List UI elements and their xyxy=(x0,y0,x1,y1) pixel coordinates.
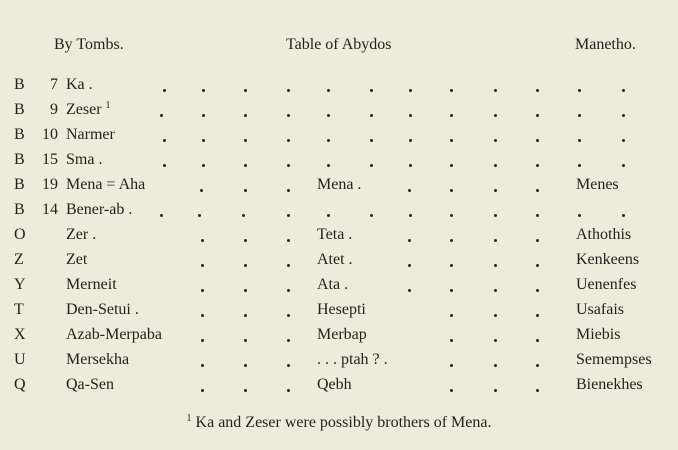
manetho-name: Kenkeens xyxy=(576,251,640,268)
table-row xyxy=(0,176,678,201)
tomb-letter: B xyxy=(14,101,25,118)
tomb-letter: B xyxy=(14,176,25,193)
tomb-letter: X xyxy=(14,326,26,343)
table-row xyxy=(0,226,678,251)
tomb-number: 7 xyxy=(50,76,58,93)
tomb-letter: U xyxy=(14,351,26,368)
abydos-name: Mena . xyxy=(317,176,362,193)
abydos-name: Qebh xyxy=(317,376,352,393)
tomb-letter: Z xyxy=(14,251,24,268)
king-name: Den-Setui xyxy=(66,301,131,318)
king-name-cell xyxy=(66,301,139,319)
king-name-cell xyxy=(66,351,129,369)
king-name-cell xyxy=(66,276,117,294)
tomb-number: 15 xyxy=(42,151,58,168)
table-row xyxy=(0,126,678,151)
name-suffix: . xyxy=(130,301,139,318)
tomb-number: 9 xyxy=(50,101,58,118)
king-name: Qa-Sen xyxy=(66,376,114,393)
header-table-of-abydos: Table of Abydos xyxy=(286,36,392,53)
table-row xyxy=(0,376,678,401)
king-name-cell xyxy=(66,151,102,169)
footnote-text: Ka and Zeser were possibly brothers of Mena. xyxy=(191,414,492,431)
abydos-name: Teta . xyxy=(317,226,353,243)
name-suffix: . xyxy=(88,226,97,243)
tomb-letter: Q xyxy=(14,376,26,393)
table-row xyxy=(0,326,678,351)
king-name: Azab-Merpaba xyxy=(66,326,162,343)
king-name-cell xyxy=(66,76,93,94)
king-name: Narmer xyxy=(66,126,115,143)
king-name-cell xyxy=(66,176,145,194)
king-name: Zer xyxy=(66,226,89,243)
king-name-cell xyxy=(66,251,87,269)
king-name-cell xyxy=(66,201,132,219)
king-name: Mena = Aha xyxy=(66,176,146,193)
name-suffix: . xyxy=(84,76,93,93)
table-row xyxy=(0,76,678,101)
abydos-name: Ata . xyxy=(317,276,349,293)
king-name-cell xyxy=(66,226,96,244)
manetho-name: Athothis xyxy=(576,226,632,243)
table-row xyxy=(0,101,678,126)
king-name-cell xyxy=(66,126,115,144)
table-row xyxy=(0,201,678,226)
table-row xyxy=(0,251,678,276)
name-suffix: . xyxy=(124,201,133,218)
manetho-name: Usafais xyxy=(576,301,624,318)
king-name-cell xyxy=(66,101,111,119)
king-name: Mersekha xyxy=(66,351,130,368)
tomb-letter: O xyxy=(14,226,26,243)
abydos-name: Atet . xyxy=(317,251,353,268)
tomb-number: 10 xyxy=(42,126,58,143)
table-row xyxy=(0,301,678,326)
dot-leaders xyxy=(0,76,678,101)
tomb-number: 14 xyxy=(42,201,58,218)
king-name: Bener-ab xyxy=(66,201,125,218)
tomb-letter: T xyxy=(14,301,24,318)
tomb-number: 19 xyxy=(42,176,58,193)
name-suffix: . xyxy=(94,151,103,168)
king-name: Merneit xyxy=(66,276,117,293)
abydos-name: Hesepti xyxy=(317,301,366,318)
header-manetho: Manetho. xyxy=(575,36,636,53)
king-name: Zeser xyxy=(66,101,102,118)
footnote-ref: 1 xyxy=(105,100,111,111)
manetho-name: Miebis xyxy=(576,326,621,343)
table-row xyxy=(0,276,678,301)
tomb-letter: B xyxy=(14,126,25,143)
manetho-name: Semempses xyxy=(576,351,652,368)
king-name: Ka xyxy=(66,76,85,93)
table-row xyxy=(0,151,678,176)
abydos-name: Merbap xyxy=(317,326,367,343)
footnote xyxy=(0,414,678,432)
tomb-letter: B xyxy=(14,201,25,218)
tomb-letter: Y xyxy=(14,276,26,293)
manetho-name: Bienekhes xyxy=(576,376,643,393)
king-name: Sma xyxy=(66,151,95,168)
king-name: Zet xyxy=(66,251,88,268)
tomb-letter: B xyxy=(14,151,25,168)
king-name-cell xyxy=(66,326,162,344)
footnote-marker: 1 xyxy=(186,413,192,424)
tomb-letter: B xyxy=(14,76,25,93)
header-by-tombs: By Tombs. xyxy=(54,36,124,53)
abydos-name: . . . ptah ? . xyxy=(317,351,388,368)
table-row xyxy=(0,351,678,376)
king-name-cell xyxy=(66,376,114,394)
manetho-name: Menes xyxy=(576,176,619,193)
manetho-name: Uenenfes xyxy=(576,276,637,293)
